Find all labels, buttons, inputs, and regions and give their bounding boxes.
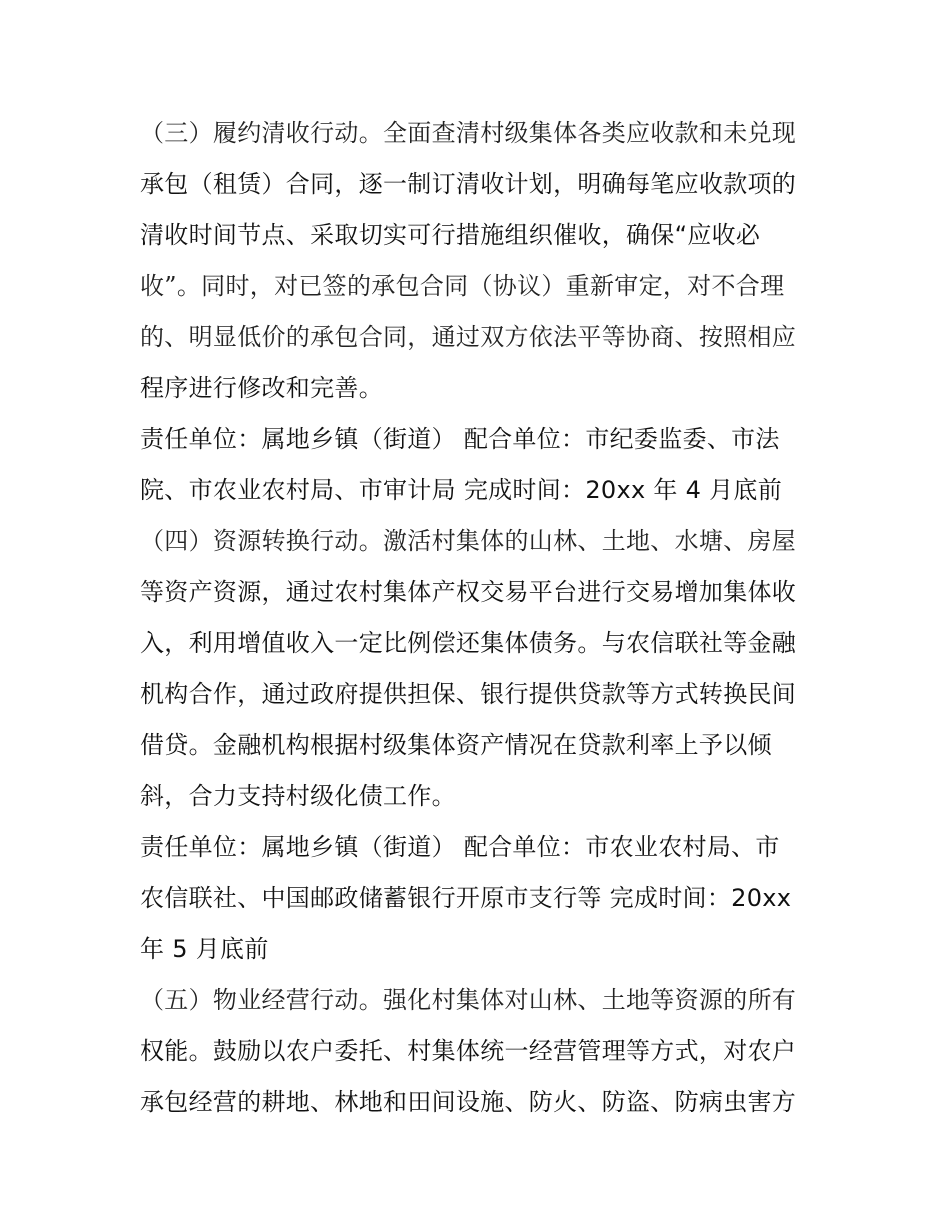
text-line-4: 收”。同时，对已签的承包合同（协议）重新审定，对不合理 <box>140 272 785 300</box>
text-line-20: 承包经营的耕地、林地和田间设施、防火、防盗、防病虫害方 <box>140 1088 797 1116</box>
text-line-5: 的、明显低价的承包合同，通过双方依法平等协商、按照相应 <box>140 323 797 351</box>
responsibility-line-4: 农信联社、中国邮政储蓄银行开原市支行等 完成时间：20xx <box>140 884 792 912</box>
text-line-10: 等资产资源，通过农村集体产权交易平台进行交易增加集体收 <box>140 578 797 606</box>
text-line-13: 借贷。金融机构根据村级集体资产情况在贷款利率上予以倾 <box>140 731 772 759</box>
responsibility-line-3: 责任单位：属地乡镇（街道） 配合单位：市农业农村局、市 <box>140 833 780 861</box>
text-line-12: 机构合作，通过政府提供担保、银行提供贷款等方式转换民间 <box>140 680 797 708</box>
text-line-2: 承包（租赁）合同，逐一制订清收计划，明确每笔应收款项的 <box>140 170 797 198</box>
responsibility-line-5: 年 5 月底前 <box>140 935 269 963</box>
text-line-6: 程序进行修改和完善。 <box>140 374 383 402</box>
responsibility-line-1: 责任单位：属地乡镇（街道） 配合单位：市纪委监委、市法 <box>140 425 780 453</box>
document-body <box>140 108 820 1128</box>
text-line-11: 入，利用增值收入一定比例偿还集体债务。与农信联社等金融 <box>140 629 797 657</box>
text-line-14: 斜，合力支持村级化债工作。 <box>140 782 456 810</box>
responsibility-line-2: 院、市农业农村局、市审计局 完成时间：20xx 年 4 月底前 <box>140 476 783 504</box>
text-line-3: 清收时间节点、采取切实可行措施组织催收，确保“应收必 <box>140 221 761 249</box>
text-line-18: （五）物业经营行动。强化村集体对山林、土地等资源的所有 <box>140 986 797 1014</box>
text-line-1: （三）履约清收行动。全面查清村级集体各类应收款和未兑现 <box>140 119 797 147</box>
text-line-19: 权能。鼓励以农户委托、村集体统一经营管理等方式，对农户 <box>140 1037 797 1065</box>
text-line-9: （四）资源转换行动。激活村集体的山林、土地、水塘、房屋 <box>140 527 797 555</box>
